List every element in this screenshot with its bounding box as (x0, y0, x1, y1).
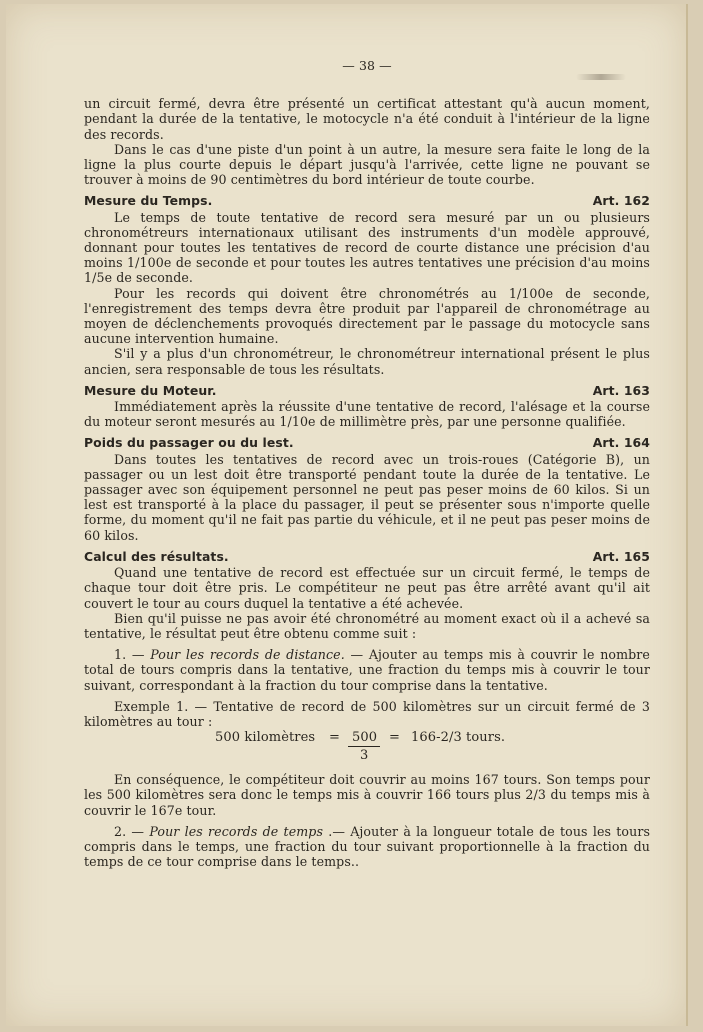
article-number: Art. 164 (592, 435, 650, 451)
section-heading-164 (84, 435, 650, 450)
paragraph: Dans toutes les tentatives de record avec un trois-roues (Catégorie B), un passager ou un lest doit être transporté pendant toute la durée de la tentative. Le passager avec son équipement personnel ne peut pas peser moins de 60 kilos. Si un lest est transporté à la place du passager, il peut se présenter sous n'importe quelle forme, du moment qu'il ne fait pas partie du véhicule, et il ne peut pas peser moins de 60 kilos. (84, 451, 650, 543)
section-title: Calcul des résultats. (84, 548, 229, 564)
paragraph: Le temps de toute tentative de record sera mesuré par un ou plusieurs chronométreurs internationaux utilisant des instruments d'un modèle approuvé, donnant pour toutes les tentatives de record de courte distance une précision d'au moins 1/100e de seconde et pour toutes les autres tentatives une précision d'au moins 1/5e de seconde. (84, 209, 650, 286)
list-item-distance (84, 647, 650, 693)
list-item-time (84, 824, 650, 870)
section-title: Mesure du Temps. (84, 193, 213, 209)
article-number: Art. 163 (592, 382, 650, 398)
paragraph: En conséquence, le compétiteur doit couvrir au moins 167 tours. Son temps pour les 500 kilomètres sera donc le temps mis à couvrir 166 tours plus 2/3 du temps mis à couvrir le 167e tour. (84, 772, 650, 818)
item-number: 1. — (114, 647, 151, 663)
formula-numerator: 500 (352, 730, 378, 746)
section-title: Poids du passager ou du lest. (84, 435, 294, 451)
article-number: Art. 162 (592, 193, 650, 209)
paragraph: Pour les records qui doivent être chronométrés au 1/100e de seconde, l'enregistrement des temps devra être produit par l'appareil de chronométrage au moyen de déclenchements provoqués directement par le passage du motocycle sans aucune intervention humaine. (84, 285, 650, 347)
section-heading-162 (84, 193, 650, 208)
formula-equals: = (389, 730, 400, 746)
example-paragraph: Exemple 1. — Tentative de record de 500 kilomètres sur un circuit fermé de 3 kilomètres au tour : (84, 698, 650, 729)
formula-result: 166-2/3 tours. (411, 730, 506, 746)
item-title: Pour les records de distance. (150, 647, 345, 663)
item-text: — Ajouter au temps mis à couvrir le nombre total de tours compris dans la tentative, une fraction du temps mis à couvrir le tour suivant, correspondant à la fraction du tour comprise dans la tentative. (84, 647, 650, 693)
formula-lhs: 500 kilomètres (215, 730, 316, 746)
paragraph: Quand une tentative de record est effectuée sur un circuit fermé, le temps de chaque tour doit être pris. Le compétiteur ne peut pas être arrêté avant qu'il ait couvert le tour au cours duquel la tentative a été achevée. (84, 565, 650, 611)
fraction-bar (348, 746, 380, 747)
document-page (6, 4, 688, 1026)
page-text (84, 58, 650, 869)
section-heading-163 (84, 383, 650, 398)
formula-equals: = (329, 730, 340, 746)
section-title: Mesure du Moteur. (84, 382, 217, 398)
item-title: Pour les records de temps (149, 823, 324, 839)
paragraph: Dans le cas d'une piste d'un point à un autre, la mesure sera faite le long de la ligne la plus courte depuis le départ jusqu'à l'arrivée, cette ligne ne pouvant se trouver à moins de 90 centimètres du bord intérieur de toute courbe. (84, 141, 650, 188)
section-heading-165 (84, 549, 650, 564)
page-number: — 38 — (342, 58, 392, 73)
item-number: 2. — (114, 823, 150, 839)
formula (84, 730, 650, 766)
paragraph: Bien qu'il puisse ne pas avoir été chronométré au moment exact où il a achevé sa tentative, le résultat peut être obtenu comme suit : (84, 610, 650, 641)
formula-denominator: 3 (360, 748, 369, 764)
article-number: Art. 165 (592, 548, 650, 564)
paragraph: S'il y a plus d'un chronométreur, le chronométreur international présent le plus ancien, sera responsable de tous les résultats. (84, 346, 650, 377)
paragraph: Immédiatement après la réussite d'une tentative de record, l'alésage et la course du moteur seront mesurés au 1/10e de millimètre près, par une personne qualifiée. (84, 399, 650, 430)
item-text: .— Ajouter à la longueur totale de tous les tours compris dans le temps, une fraction du tour suivant proportionnelle à la fraction du temps de ce tour comprise dans le temps.. (84, 823, 651, 870)
paragraph: un circuit fermé, devra être présenté un certificat attestant qu'à aucun moment, pendant la durée de la tentative, le motocycle n'a été conduit à l'intérieur de la ligne des records. (84, 96, 650, 142)
